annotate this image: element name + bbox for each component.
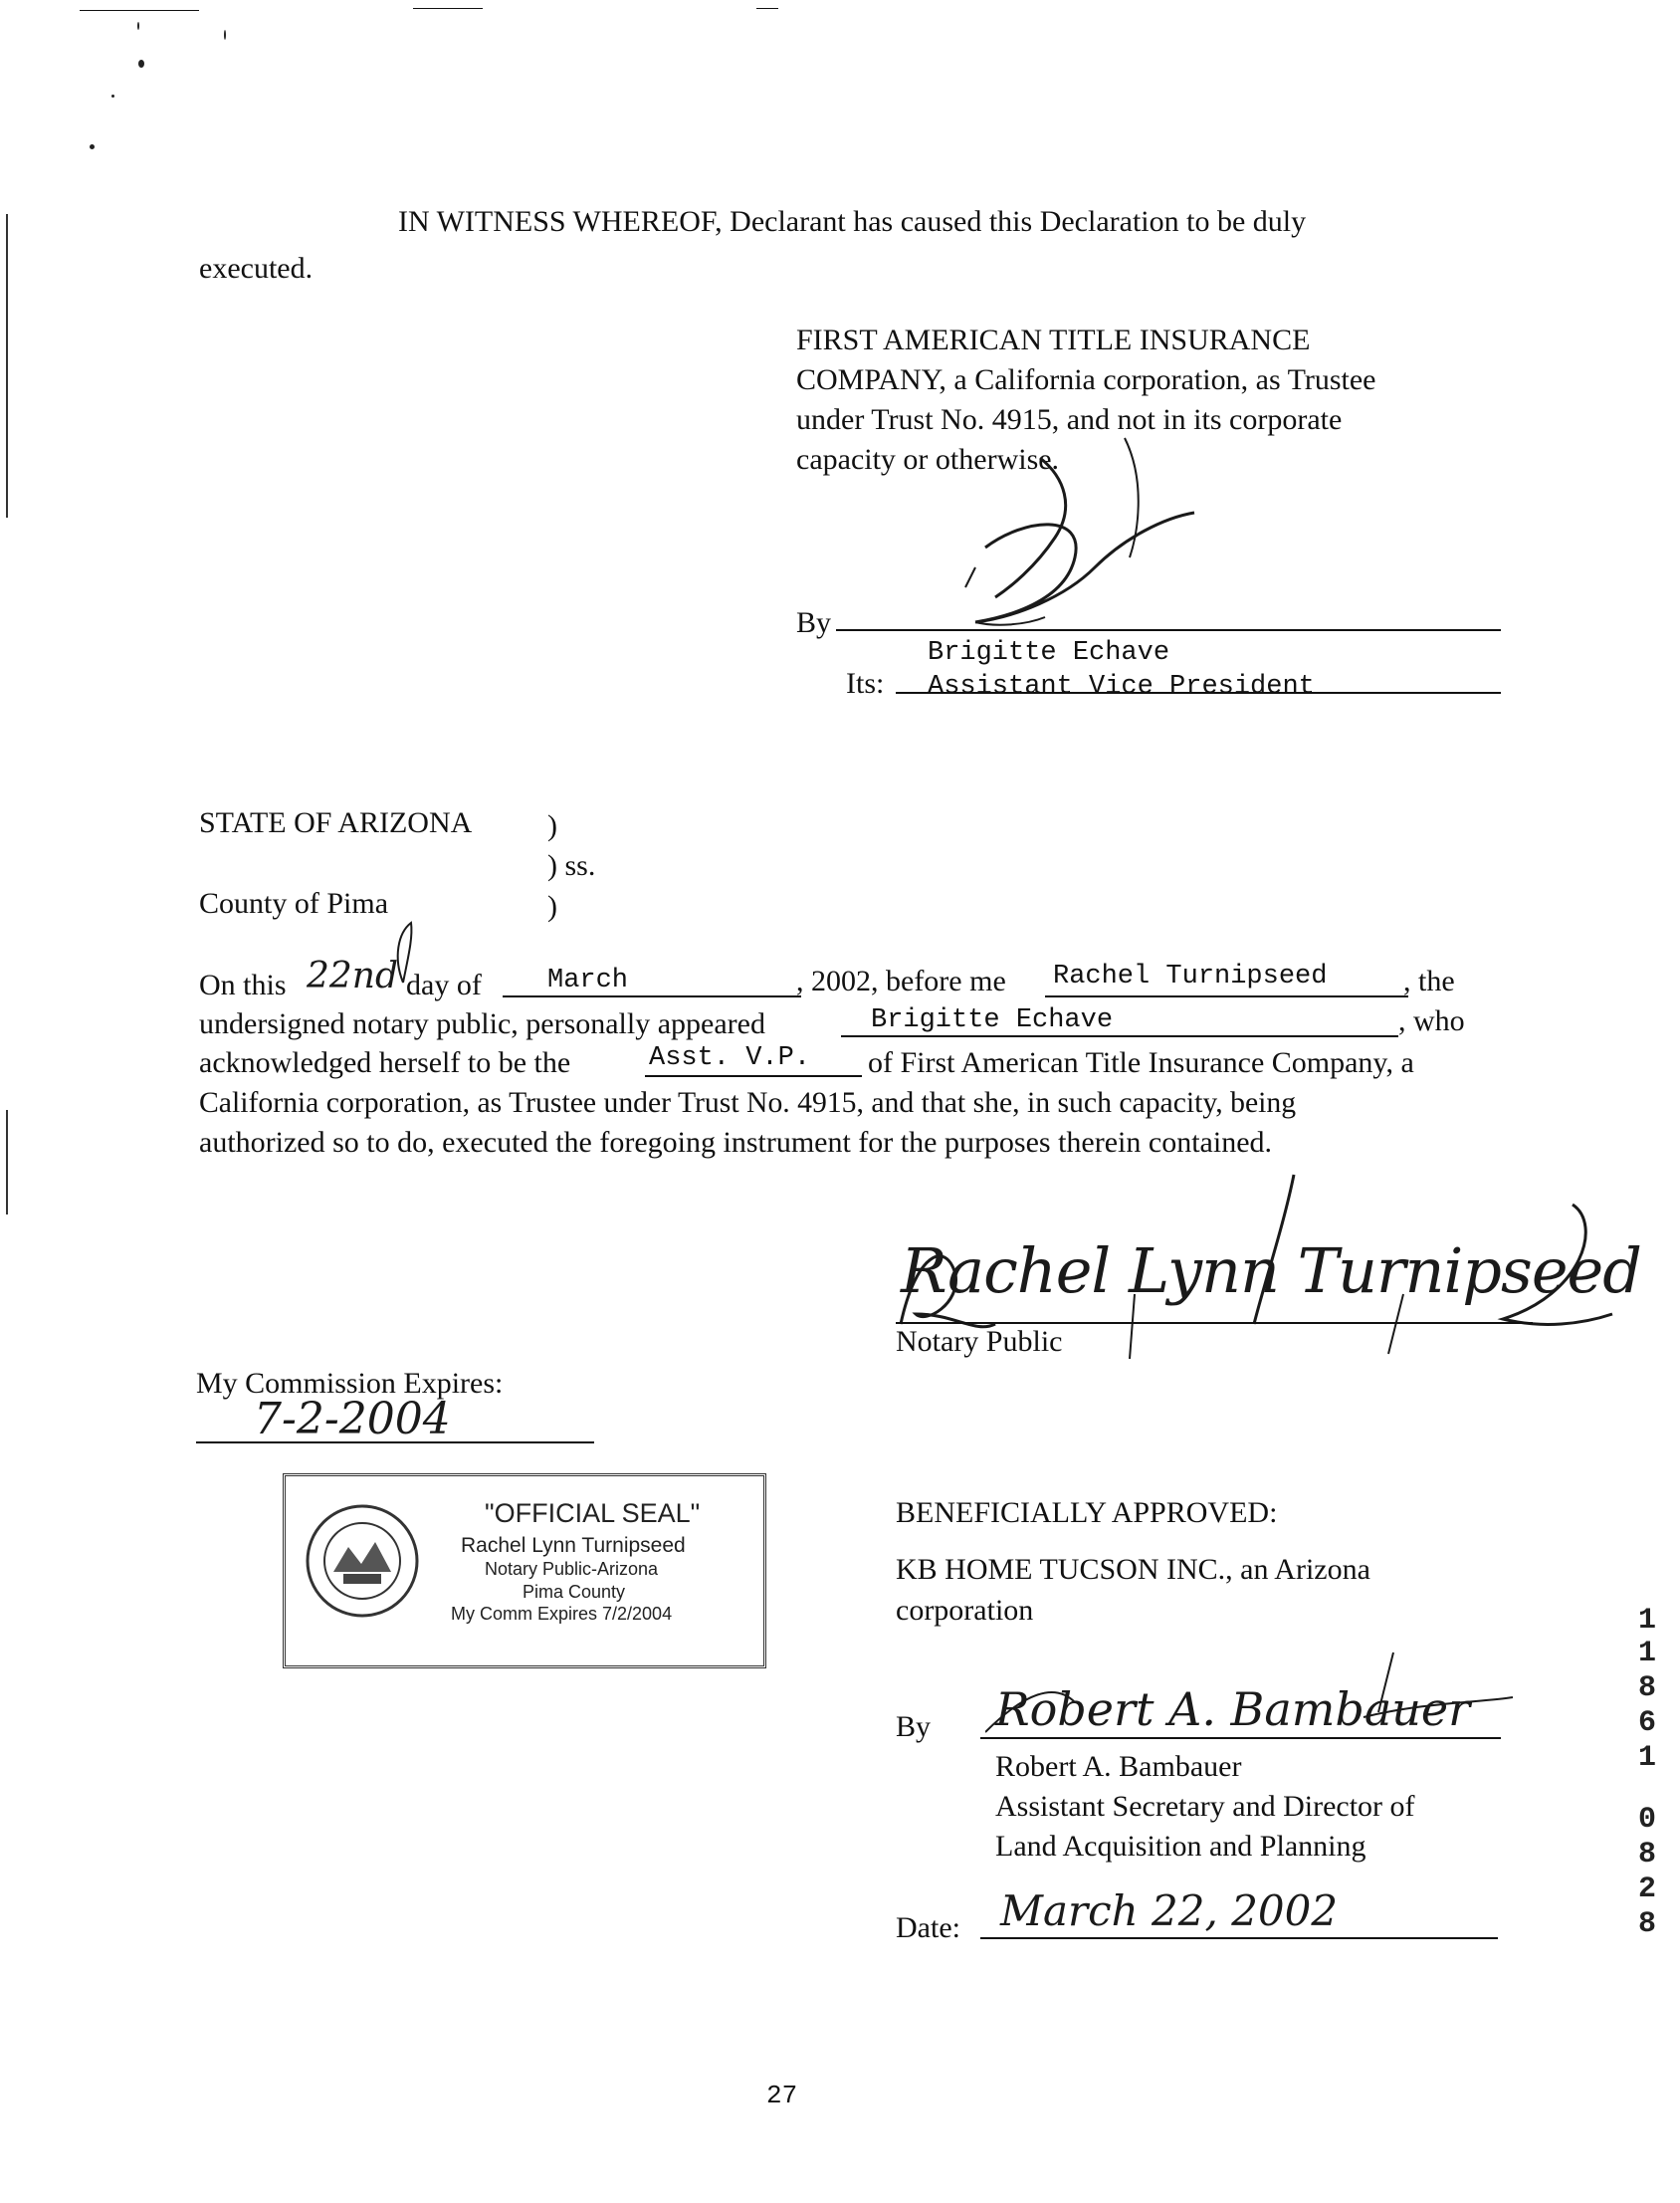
ack-month: March — [547, 966, 629, 995]
approval-date-label: Date: — [896, 1911, 960, 1944]
notary-signature: Rachel Lynn Turnipseed — [901, 1234, 1641, 1307]
ack-year-before: , 2002, before me — [796, 965, 1006, 997]
venue-county: County of Pima — [199, 887, 389, 920]
margin-digit: 8 — [1637, 1907, 1656, 1941]
margin-digit: 1 — [1637, 1604, 1656, 1638]
ack-who: , who — [1398, 1004, 1465, 1037]
ack-day-of: day of — [406, 969, 482, 1001]
approval-signature: Robert A. Bambauer — [995, 1682, 1471, 1736]
approval-date-handwritten: March 22, 2002 — [1000, 1886, 1339, 1935]
seal-line-4: Pima County — [523, 1582, 626, 1602]
trustee-by-label: By — [796, 606, 832, 639]
margin-digit: 8 — [1637, 1838, 1656, 1872]
witness-line2: executed. — [199, 252, 314, 285]
approval-name: Robert A. Bambauer — [995, 1750, 1242, 1783]
official-seal-stamp — [283, 1473, 766, 1668]
trustee-line3: under Trust No. 4915, and not in its corporate — [796, 403, 1343, 436]
margin-digit: 0 — [1637, 1803, 1656, 1837]
scan-artifact-line — [756, 8, 778, 9]
approval-date-line — [980, 1937, 1498, 1939]
ack-line3-b: of First American Title Insurance Company, a — [868, 1046, 1414, 1079]
ack-month-line — [503, 995, 801, 997]
commission-date-handwritten: 7-2-2004 — [254, 1394, 451, 1444]
approval-by-label: By — [896, 1710, 932, 1743]
ack-appeared-line — [841, 1035, 1398, 1037]
commission-date-line — [196, 1441, 594, 1443]
approval-company-line2: corporation — [896, 1594, 1034, 1627]
margin-digit: 1 — [1637, 1637, 1656, 1670]
ack-line5: authorized so to do, executed the foregoing instrument for the purposes therein contained. — [199, 1126, 1273, 1159]
approval-signature-line — [980, 1737, 1501, 1739]
arizona-seal-emblem-icon — [304, 1502, 421, 1620]
approval-company-line1: KB HOME TUCSON INC., an Arizona — [896, 1553, 1370, 1586]
seal-line-3: Notary Public-Arizona — [485, 1559, 659, 1579]
approval-title-line1: Assistant Secretary and Director of — [995, 1790, 1415, 1823]
trustee-line1: FIRST AMERICAN TITLE INSURANCE — [796, 324, 1311, 356]
trustee-line2: COMPANY, a California corporation, as Trustee — [796, 363, 1376, 396]
seal-line-2: Rachel Lynn Turnipseed — [461, 1534, 686, 1557]
ack-day-handwritten: 22nd — [307, 956, 399, 996]
scan-speck — [137, 22, 139, 30]
ack-notary-line — [1045, 995, 1408, 997]
scan-speck — [138, 60, 144, 68]
trustee-line4: capacity or otherwise. — [796, 443, 1060, 476]
scan-artifact-line — [80, 10, 199, 11]
margin-digit: 6 — [1637, 1706, 1656, 1740]
venue-ss: ) ss. — [547, 849, 596, 882]
trustee-signer-name: Brigitte Echave — [928, 638, 1170, 668]
scan-speck — [224, 30, 226, 40]
scan-speck — [90, 144, 95, 149]
notary-label: Notary Public — [896, 1325, 1063, 1358]
trustee-its-value: Assistant Vice President — [928, 672, 1315, 702]
seal-line-1: "OFFICIAL SEAL" — [485, 1498, 701, 1528]
trustee-signature — [916, 418, 1234, 647]
witness-line1: IN WITNESS WHEREOF, Declarant has caused this Declaration to be duly — [398, 205, 1307, 238]
seal-line-5: My Comm Expires 7/2/2004 — [451, 1604, 673, 1624]
scan-edge-line — [6, 214, 8, 518]
ack-title: Asst. V.P. — [649, 1043, 811, 1073]
ack-line3-a: acknowledged herself to be the — [199, 1046, 571, 1079]
trustee-its-line — [896, 692, 1501, 694]
trustee-its-label: Its: — [846, 667, 885, 700]
scan-artifact-line — [413, 8, 483, 9]
ack-the: , the — [1403, 965, 1455, 997]
margin-digit: 8 — [1637, 1671, 1656, 1705]
ack-notary-name: Rachel Turnipseed — [1053, 962, 1328, 991]
ack-on-this: On this — [199, 969, 287, 1001]
ack-line2-text: undersigned notary public, personally appeared — [199, 1007, 765, 1040]
venue-paren-3: ) — [547, 890, 557, 923]
scan-speck — [111, 95, 114, 98]
commission-label: My Commission Expires: — [196, 1367, 504, 1400]
trustee-by-line — [836, 629, 1501, 631]
venue-state: STATE OF ARIZONA — [199, 806, 473, 839]
scan-edge-line — [6, 1110, 8, 1214]
venue-paren-1: ) — [547, 809, 557, 842]
approval-heading: BENEFICIALLY APPROVED: — [896, 1496, 1278, 1529]
margin-digit: 2 — [1637, 1873, 1656, 1906]
ack-appeared-name: Brigitte Echave — [871, 1005, 1114, 1035]
approval-title-line2: Land Acquisition and Planning — [995, 1830, 1366, 1863]
ack-line4: California corporation, as Trustee under Trust No. 4915, and that she, in such capacity, being — [199, 1087, 1297, 1119]
ack-title-line — [645, 1075, 862, 1077]
margin-digit: 1 — [1637, 1741, 1656, 1775]
page-number: 27 — [766, 2081, 798, 2110]
